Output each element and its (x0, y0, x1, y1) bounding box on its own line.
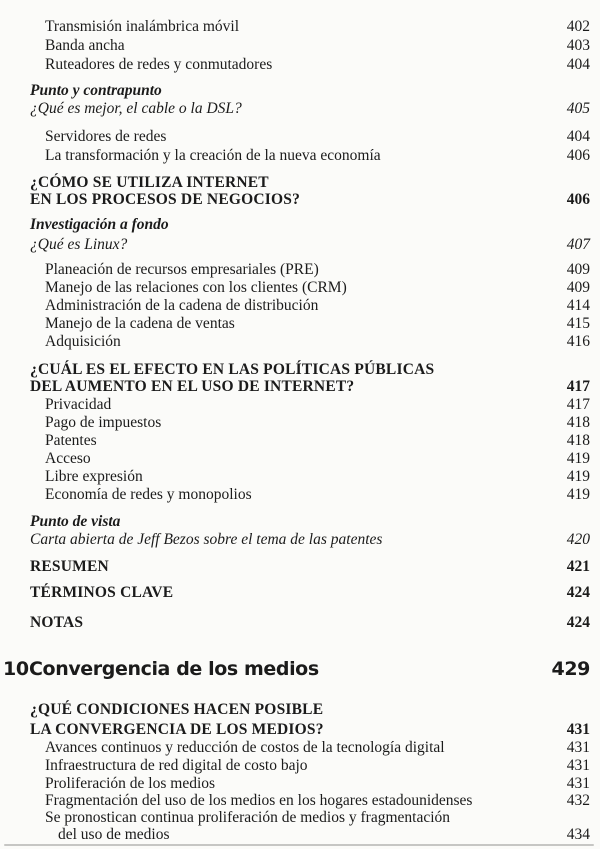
toc-entry-label: Ruteadores de redes y conmutadores (45, 56, 273, 73)
toc-entry-page: 416 (566, 333, 590, 350)
toc-entry-label: EN LOS PROCESOS DE NEGOCIOS? (30, 191, 301, 208)
toc-entry-page: 421 (566, 558, 590, 575)
page-bottom-rule (4, 844, 594, 846)
section-heading (0, 721, 590, 739)
feature-box-entry (0, 236, 590, 254)
toc-entry-page: 409 (566, 279, 590, 296)
toc-entry-label: Carta abierta de Jeff Bezos sobre el tema de las patentes (30, 531, 383, 548)
toc-entry (0, 333, 590, 351)
toc-entry-label: Se pronostican continua proliferación de medios y fragmentación (45, 809, 451, 826)
toc-entry-page: 418 (566, 414, 590, 431)
toc-entry (0, 450, 590, 468)
toc-entry-label: Planeación de recursos empresariales (PRE) (45, 261, 319, 278)
toc-entry-label: Punto de vista (30, 513, 121, 530)
toc-entry-label: Servidores de redes (45, 128, 167, 145)
toc-entry (0, 739, 590, 757)
toc-entry-page: 409 (566, 261, 590, 278)
section-heading (0, 584, 590, 602)
toc-entry (0, 297, 590, 315)
toc-entry-page: 419 (566, 486, 590, 503)
toc-entry-label: Punto y contrapunto (30, 82, 162, 99)
toc-entry-page: 420 (566, 531, 590, 548)
chapter-number: 10 (3, 658, 29, 680)
feature-box-entry (0, 100, 590, 118)
toc-entry (0, 396, 590, 414)
toc-entry (0, 468, 590, 486)
toc-entry-page: 419 (566, 450, 590, 467)
toc-entry-page: 414 (566, 297, 590, 314)
toc-entry-page: 415 (566, 315, 590, 332)
toc-entry (0, 128, 590, 146)
toc-entry-label: Economía de redes y monopolios (45, 486, 252, 503)
toc-entry (0, 809, 590, 827)
toc-entry-page: 431 (566, 775, 590, 792)
toc-entry-page: 404 (566, 128, 590, 145)
toc-entry (0, 147, 590, 165)
toc-entry (0, 432, 590, 450)
feature-box-title (0, 513, 590, 531)
toc-entry-label: ¿CUÁL ES EL EFECTO EN LAS POLÍTICAS PÚBLICAS (30, 361, 435, 378)
toc-entry-label: ¿QUÉ CONDICIONES HACEN POSIBLE (30, 701, 324, 718)
toc-entry-page: 431 (566, 739, 590, 756)
toc-entry-label: Proliferación de los medios (45, 775, 216, 792)
toc-entry-label: NOTAS (30, 614, 84, 631)
section-heading (0, 191, 590, 209)
chapter-title: Convergencia de los medios (29, 658, 319, 680)
toc-entry-page: 405 (566, 100, 590, 117)
toc-entry (0, 775, 590, 793)
feature-box-entry (0, 531, 590, 549)
toc-entry-label: TÉRMINOS CLAVE (30, 584, 174, 601)
toc-entry-label: Fragmentación del uso de los medios en los hogares estadounidenses (45, 792, 473, 809)
toc-entry-page: 424 (566, 584, 590, 601)
toc-entry-label: Investigación a fondo (30, 216, 169, 233)
toc-entry-page: 417 (566, 396, 590, 413)
toc-entry (0, 486, 590, 504)
feature-box-title (0, 216, 590, 234)
toc-entry-label: Manejo de las relaciones con los clientes (CRM) (45, 279, 347, 296)
toc-entry-label: ¿Qué es Linux? (30, 236, 128, 253)
toc-entry-label: Banda ancha (45, 37, 125, 54)
toc-entry-label: Infraestructura de red digital de costo bajo (45, 757, 308, 774)
toc-entry-label: Manejo de la cadena de ventas (45, 315, 235, 332)
toc-entry-page: 434 (566, 826, 590, 843)
toc-entry-label: Adquisición (45, 333, 121, 350)
toc-entry-page: 407 (566, 236, 590, 253)
section-heading (0, 558, 590, 576)
toc-entry-page: 418 (566, 432, 590, 449)
toc-entry-label: DEL AUMENTO EN EL USO DE INTERNET? (30, 378, 355, 395)
toc-entry-label: LA CONVERGENCIA DE LOS MEDIOS? (30, 721, 324, 738)
toc-entry (0, 37, 590, 55)
toc-entry-page: 424 (566, 614, 590, 631)
toc-entry-label: Transmisión inalámbrica móvil (45, 18, 240, 35)
toc-entry-page: 406 (566, 191, 590, 208)
toc-entry-label: del uso de medios (58, 826, 170, 843)
toc-entry-label: Administración de la cadena de distribución (45, 297, 319, 314)
toc-entry-page: 402 (566, 18, 590, 35)
section-heading (0, 614, 590, 632)
toc-entry-continuation (0, 826, 590, 844)
chapter-row (0, 658, 590, 680)
toc-entry (0, 279, 590, 297)
toc-entry (0, 315, 590, 333)
toc-entry-label: Patentes (45, 432, 97, 449)
toc-entry (0, 414, 590, 432)
toc-entry-label: Libre expresión (45, 468, 143, 485)
toc-entry-label: Pago de impuestos (45, 414, 162, 431)
toc-entry (0, 56, 590, 74)
toc-entry (0, 18, 590, 36)
toc-entry (0, 757, 590, 775)
toc-entry-page: 419 (566, 468, 590, 485)
feature-box-title (0, 82, 590, 100)
toc-entry-label: Privacidad (45, 396, 112, 413)
toc-entry-page: 431 (566, 757, 590, 774)
toc-entry-page: 432 (566, 792, 590, 809)
toc-entry-page: 406 (566, 147, 590, 164)
section-heading (0, 701, 590, 719)
section-heading (0, 174, 590, 192)
toc-entry (0, 261, 590, 279)
toc-entry-page: 417 (566, 378, 590, 395)
toc-entry-label: Avances continuos y reducción de costos de la tecnología digital (45, 739, 445, 756)
toc-entry-label: RESUMEN (30, 558, 109, 575)
toc-entry-label: ¿Qué es mejor, el cable o la DSL? (30, 100, 242, 117)
toc-entry (0, 792, 590, 810)
chapter-page: 429 (551, 658, 590, 680)
toc-entry-label: ¿CÓMO SE UTILIZA INTERNET (30, 174, 269, 191)
section-heading (0, 378, 590, 396)
toc-entry-label: Acceso (45, 450, 91, 467)
toc-entry-label: La transformación y la creación de la nueva economía (45, 147, 381, 164)
section-heading (0, 361, 590, 379)
toc-entry-page: 403 (566, 37, 590, 54)
toc-entry-page: 404 (566, 56, 590, 73)
toc-entry-page: 431 (566, 721, 590, 738)
